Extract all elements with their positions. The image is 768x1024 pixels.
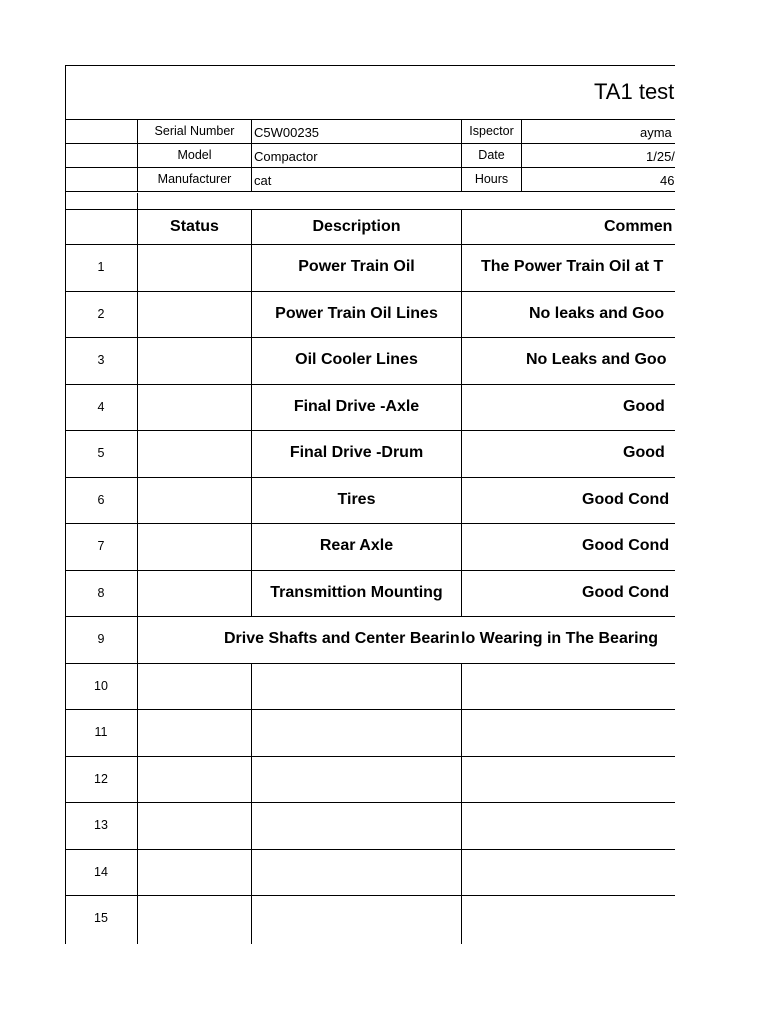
row-description[interactable] <box>252 803 462 849</box>
info-row-model <box>65 144 675 168</box>
spacer-cell <box>65 193 138 209</box>
table-row <box>65 478 675 525</box>
row-number: 14 <box>65 850 138 896</box>
row-comment[interactable]: Good Cond <box>582 490 670 508</box>
inspection-rows <box>65 245 675 944</box>
row-status[interactable] <box>138 478 252 524</box>
table-header <box>65 210 675 245</box>
row-description[interactable] <box>252 850 462 896</box>
info-row-serial <box>65 120 675 144</box>
row-status[interactable] <box>138 571 252 617</box>
manufacturer-label: Manufacturer <box>138 168 252 191</box>
row-comment[interactable]: No leaks and Goo <box>529 304 665 322</box>
row-status[interactable] <box>138 850 252 896</box>
row-number: 4 <box>65 385 138 431</box>
row-number: 6 <box>65 478 138 524</box>
row-status[interactable] <box>138 385 252 431</box>
serial-number-label: Serial Number <box>138 120 252 143</box>
row-number: 13 <box>65 803 138 849</box>
info-blank-cell <box>65 144 138 167</box>
table-row <box>65 803 675 850</box>
row-number: 5 <box>65 431 138 477</box>
table-row <box>65 850 675 897</box>
table-row <box>65 385 675 432</box>
row-description[interactable]: Transmittion Mounting <box>252 571 462 617</box>
row-status[interactable] <box>138 896 252 944</box>
header-comments: Commen <box>604 218 673 235</box>
row-status[interactable] <box>138 757 252 803</box>
serial-number-value[interactable]: C5W00235 <box>252 120 462 143</box>
row-number: 11 <box>65 710 138 756</box>
row-comment[interactable] <box>462 664 675 710</box>
header-description: Description <box>252 210 462 244</box>
row-number: 7 <box>65 524 138 570</box>
row-comment[interactable] <box>462 803 675 849</box>
row-comment[interactable] <box>462 710 675 756</box>
table-row <box>65 245 675 292</box>
spacer-row <box>65 193 675 210</box>
table-row <box>65 617 675 664</box>
row-status[interactable] <box>138 664 252 710</box>
header-status: Status <box>138 210 252 244</box>
model-value[interactable]: Compactor <box>252 144 462 167</box>
row-status[interactable] <box>138 431 252 477</box>
inspector-value[interactable]: ayma <box>640 125 672 140</box>
row-description[interactable]: Final Drive -Drum <box>252 431 462 477</box>
row-number: 2 <box>65 292 138 338</box>
hours-value[interactable]: 46 <box>660 173 675 188</box>
row-description[interactable]: Power Train Oil <box>252 245 462 291</box>
sheet-title: TA1 test <box>594 79 675 104</box>
table-row <box>65 292 675 339</box>
row-status[interactable] <box>138 245 252 291</box>
row-status[interactable] <box>138 338 252 384</box>
row-number: 15 <box>65 896 138 944</box>
row-description[interactable]: Final Drive -Axle <box>252 385 462 431</box>
info-blank-cell <box>65 120 138 143</box>
row-comment[interactable]: The Power Train Oil at T <box>481 258 664 275</box>
row-comment[interactable]: Good <box>623 397 665 415</box>
table-row <box>65 524 675 571</box>
row-comment[interactable]: Good <box>623 444 665 461</box>
row-description[interactable] <box>252 710 462 756</box>
row-comment[interactable]: Good Cond <box>582 583 670 601</box>
row-comment[interactable] <box>462 757 675 803</box>
row-status[interactable] <box>138 524 252 570</box>
row-description[interactable]: Oil Cooler Lines <box>252 338 462 384</box>
row-comment[interactable] <box>462 896 675 944</box>
info-row-manufacturer <box>65 168 675 192</box>
row-description[interactable]: Rear Axle <box>252 524 462 570</box>
row-status[interactable] <box>138 710 252 756</box>
row-description[interactable] <box>252 757 462 803</box>
row-description[interactable] <box>252 664 462 710</box>
table-row <box>65 338 675 385</box>
row-status[interactable] <box>138 292 252 338</box>
row-number: 9 <box>65 617 138 663</box>
date-label: Date <box>462 144 522 167</box>
hours-label: Hours <box>462 168 522 191</box>
row-comment[interactable]: lo Wearing in The Bearing <box>461 630 659 647</box>
inspection-sheet <box>65 65 675 944</box>
table-row <box>65 710 675 757</box>
table-row <box>65 757 675 804</box>
info-blank-cell <box>65 168 138 191</box>
row-description[interactable]: Drive Shafts and Center Bearin <box>224 630 460 647</box>
table-row <box>65 431 675 478</box>
row-number: 10 <box>65 664 138 710</box>
row-description[interactable]: Tires <box>252 478 462 524</box>
date-value[interactable]: 1/25/ <box>646 149 675 164</box>
manufacturer-value[interactable]: cat <box>252 168 462 191</box>
row-number: 3 <box>65 338 138 384</box>
row-description[interactable] <box>252 896 462 944</box>
row-comment[interactable] <box>462 850 675 896</box>
sheet-title-row <box>65 65 675 120</box>
row-comment[interactable]: No Leaks and Goo <box>526 351 667 368</box>
row-number: 1 <box>65 245 138 291</box>
table-row <box>65 896 675 944</box>
row-number: 12 <box>65 757 138 803</box>
row-comment[interactable]: Good Cond <box>582 537 670 554</box>
table-row <box>65 664 675 711</box>
row-number: 8 <box>65 571 138 617</box>
header-number-cell <box>65 210 138 244</box>
table-row <box>65 571 675 618</box>
inspector-label: Ispector <box>462 120 522 143</box>
row-description[interactable]: Power Train Oil Lines <box>252 292 462 338</box>
model-label: Model <box>138 144 252 167</box>
row-status[interactable] <box>138 803 252 849</box>
